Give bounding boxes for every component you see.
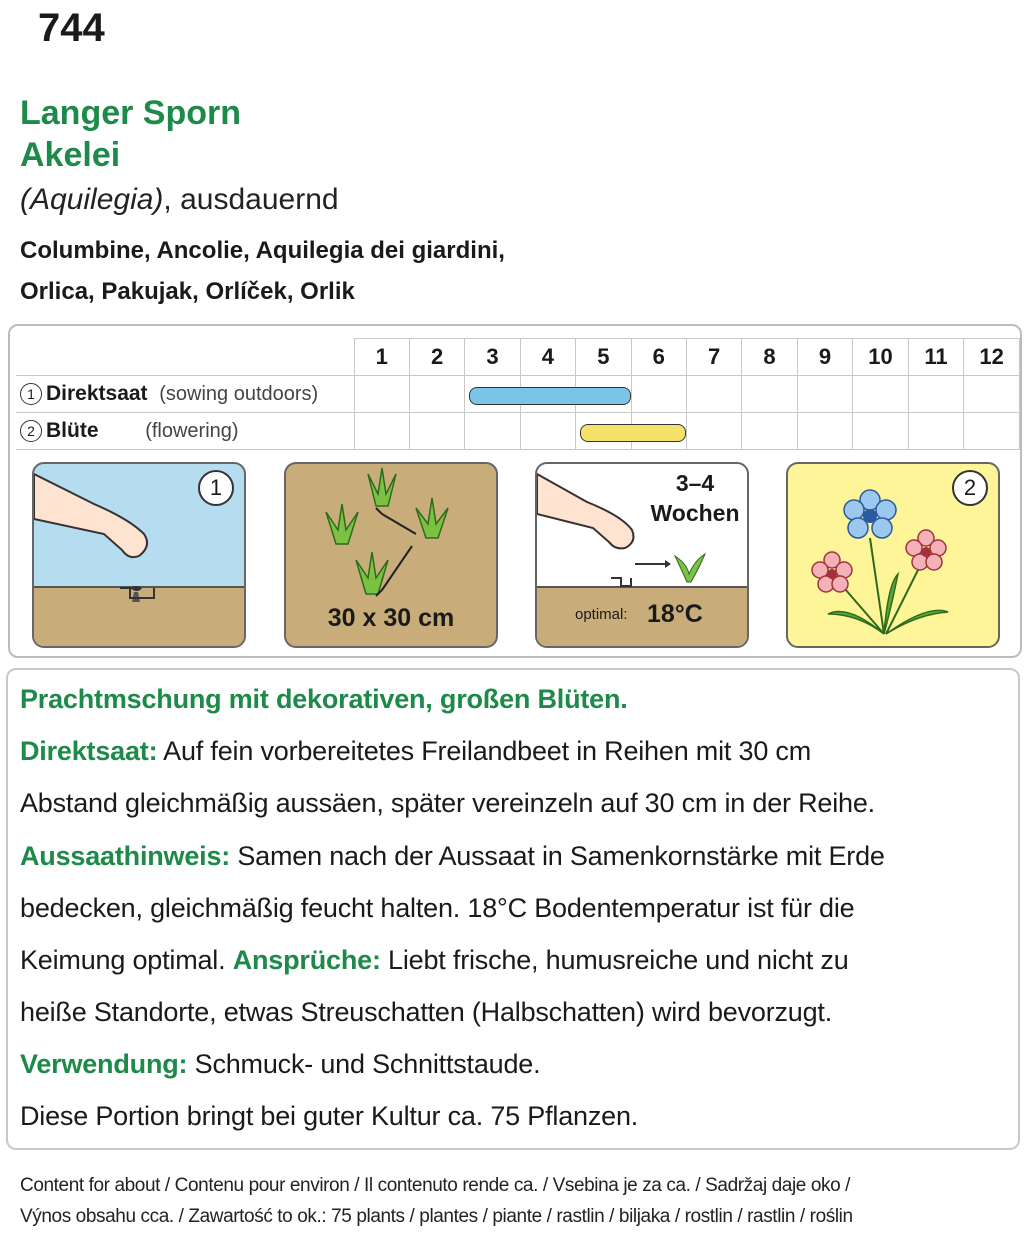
- title-plant: Akelei: [20, 136, 121, 174]
- calendar-panel: [8, 324, 1022, 658]
- duration-label: 3–4 Wochen: [650, 470, 740, 526]
- common-names-line1: Columbine, Ancolie, Aquilegia dei giardini,: [20, 237, 505, 264]
- month-7: 7: [686, 339, 741, 376]
- portion-line: Diese Portion bringt bei guter Kultur ca. 75 Pflanzen.: [20, 1101, 639, 1131]
- row-translation-flowering: (flowering): [145, 420, 239, 442]
- direktsaat-line1: Direktsaat: Auf fein vorbereitetes Freilandbeet in Reihen mit 30 cm: [20, 736, 812, 766]
- spacing-pictogram: [284, 462, 498, 648]
- instructions-panel: [6, 668, 1020, 1150]
- hinweis-line2: bedecken, gleichmäßig feucht halten. 18°C Bodentemperatur ist für die: [20, 893, 855, 923]
- month-5: 5: [576, 339, 631, 376]
- direktsaat-line2: Abstand gleichmäßig aussäen, später vereinzeln auf 30 cm in der Reihe.: [20, 788, 875, 818]
- month-8: 8: [742, 339, 797, 376]
- headline: Prachtmschung mit dekorativen, großen Blüten.: [20, 684, 628, 714]
- step-1-icon: 1: [198, 470, 234, 506]
- footer-line1: Content for about / Contenu pour environ / Il contenuto rende ca. / Vsebina je za ca. / Sadržaj daje oko /: [20, 1175, 851, 1196]
- ansprueche-line2: heiße Standorte, etwas Streuschatten (Halbschatten) wird bevorzugt.: [20, 997, 833, 1027]
- optimal-label: optimal:: [575, 606, 628, 623]
- step-2-icon: 2: [952, 470, 988, 506]
- germination-pictogram: [535, 462, 749, 648]
- hinweis-line1: Aussaathinweis: Samen nach der Aussaat in Samenkornstärke mit Erde: [20, 841, 885, 871]
- month-3: 3: [465, 339, 520, 376]
- row-label-bluete: Blüte: [46, 419, 99, 442]
- month-10: 10: [853, 339, 909, 376]
- month-12: 12: [964, 339, 1020, 376]
- row-translation-sowing: (sowing outdoors): [159, 383, 319, 405]
- month-2: 2: [409, 339, 464, 376]
- sowing-pictogram: [32, 462, 246, 648]
- lifecycle: , ausdauernd: [163, 183, 339, 216]
- row-label-direktsaat: Direktsaat: [46, 382, 148, 405]
- row-bluete: [16, 413, 1020, 450]
- title-variety: Langer Sporn: [20, 94, 242, 132]
- verwendung-line: Verwendung: Schmuck- und Schnittstaude.: [20, 1049, 541, 1079]
- flowering-pictogram: [786, 462, 1000, 648]
- month-4: 4: [520, 339, 575, 376]
- footer-line2: Výnos obsahu cca. / Zawartość to ok.: 75 plants / plantes / piante / rastlin / biljaka / rostlin / rastlin / roślin: [20, 1206, 853, 1227]
- marker-1-icon: 1: [20, 383, 42, 405]
- sowing-period-bar: [469, 387, 631, 405]
- calendar-header-row: [16, 339, 1020, 376]
- marker-2-icon: 2: [20, 420, 42, 442]
- flowering-period-bar: [580, 424, 687, 442]
- month-11: 11: [908, 339, 964, 376]
- packet-number: 744: [38, 6, 105, 50]
- latin-name: (Aquilegia): [20, 183, 164, 216]
- temperature-label: 18°C: [647, 600, 703, 628]
- spacing-label: 30 x 30 cm: [327, 604, 455, 632]
- month-1: 1: [354, 339, 409, 376]
- botanical-line: [20, 183, 339, 217]
- hinweis-line3: Keimung optimal. Ansprüche: Liebt frische, humusreiche und nicht zu: [20, 945, 849, 975]
- month-6: 6: [631, 339, 686, 376]
- common-names-line2: Orlica, Pakujak, Orlíček, Orlik: [20, 278, 355, 305]
- month-9: 9: [797, 339, 852, 376]
